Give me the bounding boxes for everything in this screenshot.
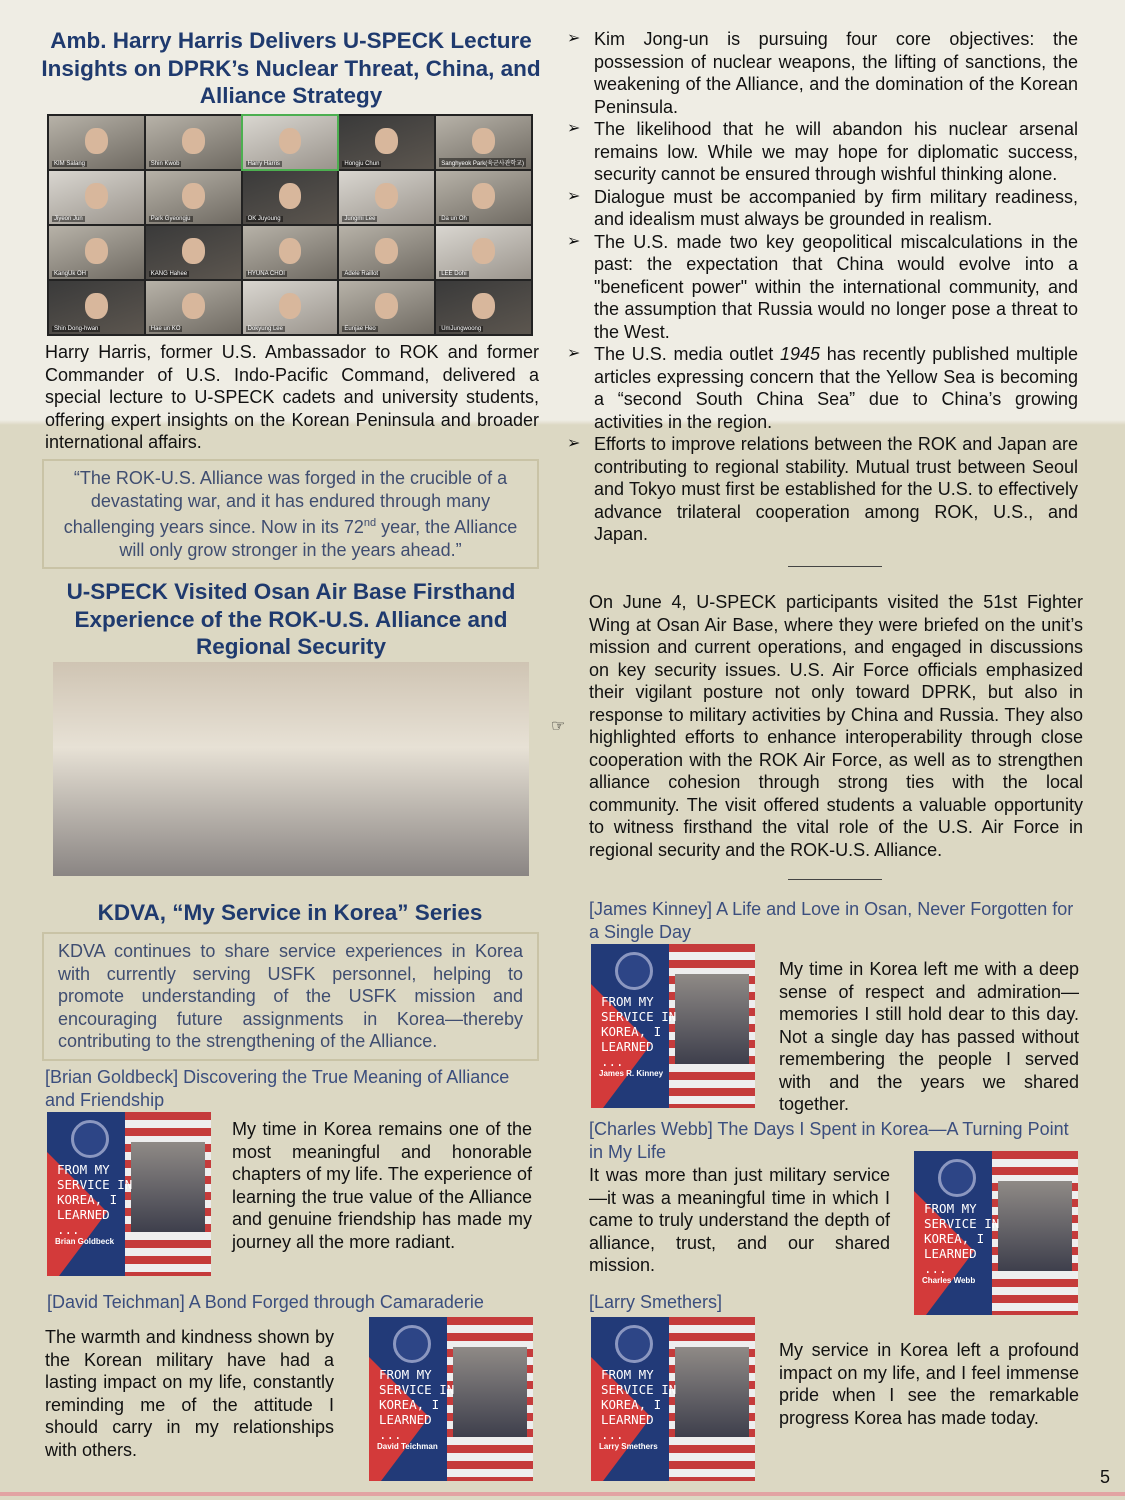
participant-tile	[146, 226, 241, 279]
participant-name: Shin Kwob	[150, 161, 180, 167]
participant-video	[375, 183, 398, 210]
participant-tile	[49, 171, 144, 224]
participant-tile	[243, 171, 338, 224]
footer-rule	[0, 1492, 1125, 1496]
story-text: My service in Korea left a profound impact on my life, and I feel immense pride when I see the remarkable progress Korea has made today.	[779, 1340, 1079, 1428]
participant-tile	[146, 281, 241, 334]
story-heading: [David Teichman] A Bond Forged through Camaraderie	[47, 1292, 484, 1312]
participant-video	[182, 293, 205, 320]
participant-video	[472, 293, 495, 320]
participant-name: KANG Hahee	[150, 271, 188, 277]
participant-name: Hae un KO	[150, 326, 181, 332]
participant-name: LEE Dohi	[441, 271, 467, 277]
article-title-harris-lecture: Amb. Harry Harris Delivers U-SPECK Lecture Insights on DPRK’s Nuclear Threat, China, and Alliance Strategy	[41, 28, 541, 108]
participant-video	[279, 183, 302, 210]
participant-tile	[339, 116, 434, 169]
participant-name: Dokyung Lee	[247, 326, 283, 332]
participant-name: OK Juyoung	[247, 216, 281, 222]
participant-tile	[436, 171, 531, 224]
participant-tile	[49, 281, 144, 334]
participant-tile	[436, 226, 531, 279]
participant-name: HYUNA CHOI	[247, 271, 285, 277]
divider	[788, 879, 882, 880]
story-card-webb: FROM MY SERVICE IN KOREA, I LEARNED ... Charles Webb	[914, 1151, 1078, 1315]
participant-tile	[146, 171, 241, 224]
participant-video	[85, 293, 108, 320]
participant-video	[472, 183, 495, 210]
participant-video	[85, 238, 108, 265]
osan-group-photo	[53, 662, 529, 876]
participant-video	[279, 128, 302, 155]
participant-video	[375, 238, 398, 265]
pointer-hand-icon: ☞	[551, 718, 566, 735]
page-number: 5	[1100, 1467, 1111, 1487]
article-title-osan: U-SPECK Visited Osan Air Base Firsthand Experience of the ROK-U.S. Alliance and Regional Security	[66, 579, 516, 659]
osan-visit-body: On June 4, U-SPECK participants visited the 51st Fighter Wing at Osan Air Base, where they were briefed on the unit’s mission and current operations, and engaged in discussions on key security issues. U.S. Air Force officials emphasized their vigilant posture not only toward DPRK, but also in response to military activities by China and Russia. They also highlighted efforts to enhance interoperability through close cooperation with the ROK Air Force, as well as to strengthen alliance cohesion through strong ties with the local community. The visit offered students a valuable opportunity to witness firsthand the vital role of the U.S. Air Force in regional security and the ROK-U.S. Alliance.	[589, 592, 1083, 860]
participant-tile	[339, 171, 434, 224]
story-heading: [Charles Webb] The Days I Spent in Korea—A Turning Point in My Life	[589, 1119, 1069, 1162]
participant-name: Park Gyeongju	[150, 216, 191, 222]
participant-video	[85, 128, 108, 155]
participant-video	[472, 128, 495, 155]
participant-name: Harry Harris	[247, 161, 280, 167]
video-call-screenshot	[47, 114, 533, 336]
participant-name: KangUk OH	[54, 271, 87, 277]
participant-tile	[243, 281, 338, 334]
participant-name: Shin Dong-hwan	[54, 326, 99, 332]
participant-video	[375, 128, 398, 155]
story-heading: [James Kinney] A Life and Love in Osan, Never Forgotten for a Single Day	[589, 899, 1074, 942]
story-heading: [Larry Smethers]	[589, 1292, 723, 1312]
participant-name: Hongju Chun	[344, 161, 380, 167]
story-card-smethers: FROM MY SERVICE IN KOREA, I LEARNED ... Larry Smethers	[591, 1317, 755, 1481]
harris-key-points	[567, 28, 1078, 546]
participant-tile	[243, 116, 338, 169]
harris-quote: “The ROK-U.S. Alliance was forged in the crucible of a devastating war, and it has endured through many challenging years since. Now in its 72nd year, the Alliance will only grow stronger in the years ahead.”	[42, 459, 539, 569]
participant-tile	[436, 281, 531, 334]
key-point: ➢ Efforts to improve relations between the ROK and Japan are contributing to regional stability. Mutual trust between Seoul and Tokyo must first be established for the U.S. to effectively advance trilateral cooperation among ROK, U.S., and Japan.	[567, 433, 1078, 546]
participant-tile	[243, 226, 338, 279]
participant-name: Adele Raillot	[344, 271, 379, 277]
story-text: My time in Korea left me with a deep sense of respect and admiration—memories I still hold dear to this day. Not a single day has passed without remembering the people I served with and the years we shared together.	[779, 959, 1079, 1114]
participant-tile	[339, 281, 434, 334]
kdva-intro: KDVA continues to share service experiences in Korea with currently serving USFK personnel, helping to promote understanding of the USFK mission and encouraging future assignments in Korea—thereby contributing to the strengthening of the Alliance.	[42, 932, 539, 1061]
story-card-kinney: FROM MY SERVICE IN KOREA, I LEARNED ... James R. Kinney	[591, 944, 755, 1108]
story-text: The warmth and kindness shown by the Korean military have had a lasting impact on my life, constantly reminding me of the attitude I should carry in my relationships with others.	[45, 1327, 334, 1460]
participant-video	[279, 293, 302, 320]
story-card-teichman: FROM MY SERVICE IN KOREA, I LEARNED ... David Teichman	[369, 1317, 533, 1481]
participant-video	[375, 293, 398, 320]
participant-name: Jungmi Lee	[344, 216, 376, 222]
key-point: ➢ The U.S. media outlet 1945 has recently published multiple articles expressing concern that the Yellow Sea is becoming a “second South China Sea” due to China’s growing activities in the region.	[567, 343, 1078, 433]
participant-tile	[146, 116, 241, 169]
participant-name: UmJungwoong	[441, 326, 482, 332]
story-heading: [Brian Goldbeck] Discovering the True Meaning of Alliance and Friendship	[45, 1067, 510, 1110]
participant-video	[182, 183, 205, 210]
key-point: ➢ Kim Jong-un is pursuing four core objectives: the possession of nuclear weapons, the lifting of sanctions, the weakening of the Alliance, and the domination of the Korean Peninsula.	[567, 28, 1078, 118]
participant-video	[85, 183, 108, 210]
divider	[788, 566, 882, 567]
participant-name: KIM Salang	[54, 161, 86, 167]
key-point: ➢ The U.S. made two key geopolitical miscalculations in the past: the expectation that China would evolve into a "beneficent power" within the international community, and the assumption that Russia would no longer pose a threat to the West.	[567, 231, 1078, 344]
key-point: ➢ Dialogue must be accompanied by firm military readiness, and idealism must always be grounded in realism.	[567, 186, 1078, 231]
participant-tile	[436, 116, 531, 169]
story-text: My time in Korea remains one of the most meaningful and honorable chapters of my life. The experience of learning the true value of the Alliance and genuine friendship has made my journey all the more radiant.	[232, 1119, 532, 1252]
participant-video	[182, 128, 205, 155]
participant-name: Eunjae Heo	[344, 326, 376, 332]
participant-video	[472, 238, 495, 265]
participant-tile	[339, 226, 434, 279]
participant-tile	[49, 226, 144, 279]
harris-lecture-summary: Harry Harris, former U.S. Ambassador to ROK and former Commander of U.S. Indo-Pacific Command, delivered a special lecture to U-SPECK cadets and university students, offering expert insights on the Korean Peninsula and broader international affairs.	[45, 342, 539, 452]
participant-name: Da un Oh	[441, 216, 467, 222]
participant-tile	[49, 116, 144, 169]
participant-video	[279, 238, 302, 265]
article-title-kdva: KDVA, “My Service in Korea” Series	[97, 900, 483, 925]
participant-name: Jiyeon Jun	[54, 216, 83, 222]
participant-video	[182, 238, 205, 265]
participant-name: Sanghyeok Park(육군사관학교)	[439, 158, 526, 167]
story-text: It was more than just military service—it was a meaningful time in which I came to truly understand the depth of alliance, trust, and our shared mission.	[589, 1165, 890, 1275]
key-point: ➢ The likelihood that he will abandon his nuclear arsenal remains low. While we may hope for diplomatic success, security cannot be ensured through wishful thinking alone.	[567, 118, 1078, 186]
story-card-goldbeck: FROM MY SERVICE IN KOREA, I LEARNED ... Brian Goldbeck	[47, 1112, 211, 1276]
